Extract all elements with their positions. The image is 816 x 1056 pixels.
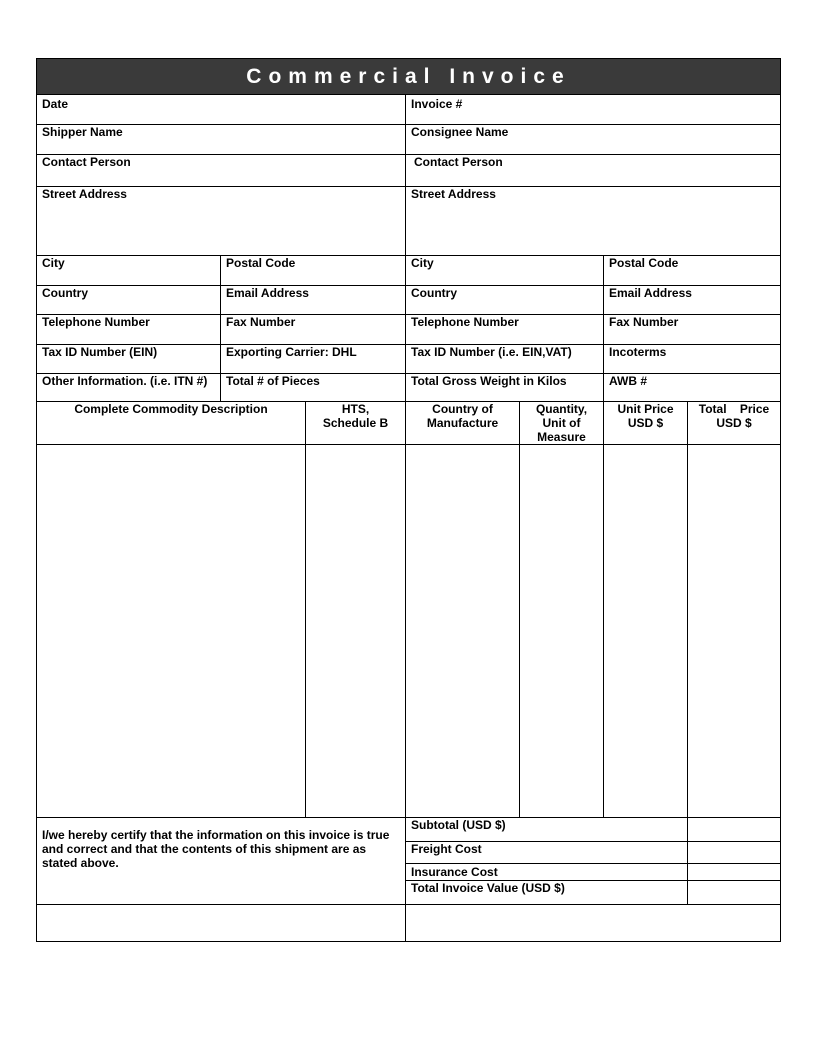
total-pieces-field[interactable] <box>220 373 406 402</box>
shipper-postal-label: Postal Code <box>226 256 296 270</box>
total-value-value[interactable] <box>687 880 781 905</box>
gross-weight-label: Total Gross Weight in Kilos <box>411 374 567 388</box>
incoterms-label: Incoterms <box>609 345 667 359</box>
shipper-tax-id-label: Tax ID Number (EIN) <box>42 345 158 359</box>
shipper-city-field[interactable] <box>36 255 221 286</box>
consignee-contact-label: Contact Person <box>414 155 503 169</box>
incoterms-field[interactable] <box>603 344 781 374</box>
insurance-value[interactable] <box>687 863 781 881</box>
insurance-label-cell <box>405 863 688 881</box>
exporting-carrier-field[interactable] <box>220 344 406 374</box>
consignee-city-field[interactable] <box>405 255 604 286</box>
col-header-quantity-line2: Unit of <box>542 416 581 430</box>
col-header-country-line2: Manufacture <box>426 416 499 430</box>
awb-label: AWB # <box>609 374 648 388</box>
col-header-total-price-line2: USD $ <box>716 416 752 430</box>
consignee-city-label: City <box>411 256 434 270</box>
signature-right-box[interactable] <box>405 904 781 942</box>
consignee-tax-id-field[interactable] <box>405 344 604 374</box>
certification-text: I/we hereby certify that the information on this invoice is true and correct and that the contents of this shipment are as stated above. <box>42 828 390 870</box>
consignee-country-field[interactable] <box>405 285 604 315</box>
invoice-number-label: Invoice # <box>411 97 463 111</box>
shipper-phone-field[interactable] <box>36 314 221 345</box>
shipper-city-label: City <box>42 256 65 270</box>
consignee-phone-field[interactable] <box>405 314 604 345</box>
total-value-label-cell <box>405 880 688 905</box>
consignee-fax-label: Fax Number <box>609 315 679 329</box>
description-cell[interactable] <box>36 444 306 818</box>
freight-label-cell <box>405 841 688 864</box>
commercial-invoice-form <box>36 58 781 942</box>
consignee-country-label: Country <box>411 286 457 300</box>
shipper-phone-label: Telephone Number <box>42 315 150 329</box>
col-header-quantity-line3: Measure <box>537 430 586 444</box>
signature-left-box[interactable] <box>36 904 406 942</box>
other-info-field[interactable] <box>36 373 221 402</box>
col-header-unit-price-line2: USD $ <box>627 416 664 430</box>
hts-cell[interactable] <box>305 444 406 818</box>
consignee-name-label: Consignee Name <box>411 125 509 139</box>
col-header-country <box>405 401 520 445</box>
col-header-unit-price-line1: Unit Price <box>617 402 674 416</box>
shipper-country-label: Country <box>42 286 88 300</box>
col-header-quantity <box>519 401 604 445</box>
consignee-contact-field[interactable] <box>405 154 781 187</box>
col-header-unit-price <box>603 401 688 445</box>
shipper-contact-field[interactable] <box>36 154 406 187</box>
shipper-country-field[interactable] <box>36 285 221 315</box>
subtotal-label: Subtotal (USD $) <box>411 818 506 832</box>
subtotal-label-cell <box>405 817 688 842</box>
shipper-postal-field[interactable] <box>220 255 406 286</box>
exporting-carrier-label: Exporting Carrier: DHL <box>226 345 357 359</box>
country-cell[interactable] <box>405 444 520 818</box>
freight-label: Freight Cost <box>411 842 482 856</box>
shipper-name-label: Shipper Name <box>42 125 123 139</box>
certification-box <box>36 817 406 905</box>
freight-value[interactable] <box>687 841 781 864</box>
col-header-description-text: Complete Commodity Description <box>74 402 268 416</box>
col-header-country-line1: Country of <box>432 402 493 416</box>
gross-weight-field[interactable] <box>405 373 604 402</box>
date-field[interactable] <box>36 94 406 125</box>
other-info-label: Other Information. (i.e. ITN #) <box>42 374 208 388</box>
col-header-total-price <box>687 401 781 445</box>
consignee-street-label: Street Address <box>411 187 496 201</box>
consignee-phone-label: Telephone Number <box>411 315 519 329</box>
invoice-title: Commercial Invoice <box>36 58 781 95</box>
shipper-street-field[interactable] <box>36 186 406 256</box>
consignee-fax-field[interactable] <box>603 314 781 345</box>
col-header-description <box>36 401 306 445</box>
insurance-label: Insurance Cost <box>411 865 498 879</box>
col-header-hts-line2: Schedule B <box>322 416 389 430</box>
total-pieces-label: Total # of Pieces <box>226 374 320 388</box>
consignee-street-field[interactable] <box>405 186 781 256</box>
invoice-number-field[interactable] <box>405 94 781 125</box>
shipper-contact-label: Contact Person <box>42 155 131 169</box>
shipper-email-field[interactable] <box>220 285 406 315</box>
col-header-quantity-line1: Quantity, <box>535 402 588 416</box>
consignee-postal-label: Postal Code <box>609 256 679 270</box>
col-header-hts-line1: HTS, <box>341 402 370 416</box>
subtotal-value[interactable] <box>687 817 781 842</box>
shipper-street-label: Street Address <box>42 187 127 201</box>
awb-field[interactable] <box>603 373 781 402</box>
total-value-label: Total Invoice Value (USD $) <box>411 881 565 895</box>
shipper-fax-field[interactable] <box>220 314 406 345</box>
date-label: Date <box>42 97 69 111</box>
col-header-hts <box>305 401 406 445</box>
col-header-total-price-line1: Total Price <box>698 402 770 416</box>
shipper-fax-label: Fax Number <box>226 315 296 329</box>
consignee-postal-field[interactable] <box>603 255 781 286</box>
consignee-tax-id-label: Tax ID Number (i.e. EIN,VAT) <box>411 345 572 359</box>
consignee-name-field[interactable] <box>405 124 781 155</box>
shipper-name-field[interactable] <box>36 124 406 155</box>
shipper-email-label: Email Address <box>226 286 309 300</box>
unit-price-cell[interactable] <box>603 444 688 818</box>
shipper-tax-id-field[interactable] <box>36 344 221 374</box>
consignee-email-field[interactable] <box>603 285 781 315</box>
consignee-email-label: Email Address <box>609 286 692 300</box>
quantity-cell[interactable] <box>519 444 604 818</box>
total-price-cell[interactable] <box>687 444 781 818</box>
